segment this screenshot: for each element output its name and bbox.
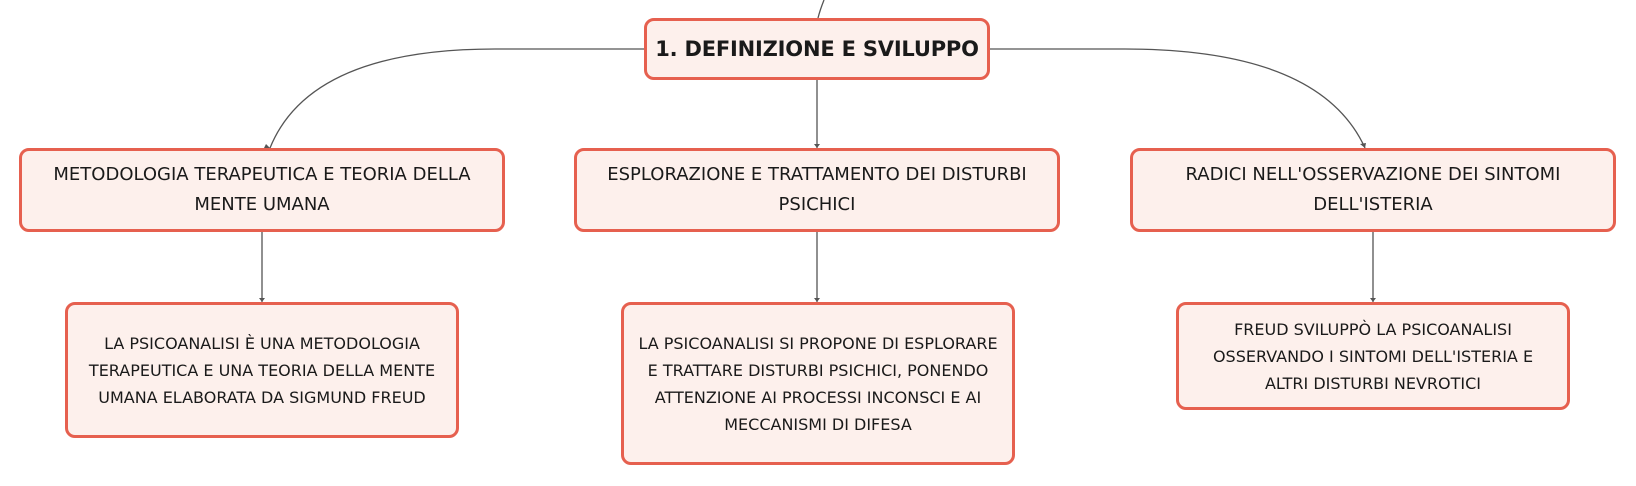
detail-node-3[interactable] — [1176, 302, 1570, 410]
branch-node-1[interactable] — [19, 148, 505, 232]
connector-root-to-branch-1 — [270, 49, 644, 148]
connector-root-to-branch-3 — [990, 49, 1365, 148]
branch-label-3: RADICI NELL'OSSERVAZIONE DEI SINTOMI DELL'ISTERIA — [1185, 164, 1561, 215]
branch-label-2: ESPLORAZIONE E TRATTAMENTO DEI DISTURBI PSICHICI — [607, 164, 1027, 215]
detail-text-1: LA PSICOANALISI È UNA METODOLOGIA TERAPEUTICA E UNA TEORIA DELLA MENTE UMANA ELABORATA DA SIGMUND FREUD — [88, 333, 436, 407]
root-topic-node[interactable] — [644, 18, 990, 80]
detail-text-2: LA PSICOANALISI SI PROPONE DI ESPLORARE E TRATTARE DISTURBI PSICHICI, PONENDO ATTENZIONE AI PROCESSI INCONSCI E AI MECCANISMI DI DIFESA — [638, 333, 998, 434]
branch-label-1: METODOLOGIA TERAPEUTICA E TEORIA DELLA MENTE UMANA — [53, 164, 471, 215]
detail-node-1[interactable] — [65, 302, 459, 438]
detail-text-3: FREUD SVILUPPÒ LA PSICOANALISI OSSERVANDO I SINTOMI DELL'ISTERIA E ALTRI DISTURBI NEVROTICI — [1212, 319, 1534, 393]
connector-parent-root — [818, 0, 824, 18]
detail-node-2[interactable] — [621, 302, 1015, 465]
branch-node-3[interactable] — [1130, 148, 1616, 232]
branch-node-2[interactable] — [574, 148, 1060, 232]
root-topic-label: 1. DEFINIZIONE E SVILUPPO — [655, 37, 979, 61]
